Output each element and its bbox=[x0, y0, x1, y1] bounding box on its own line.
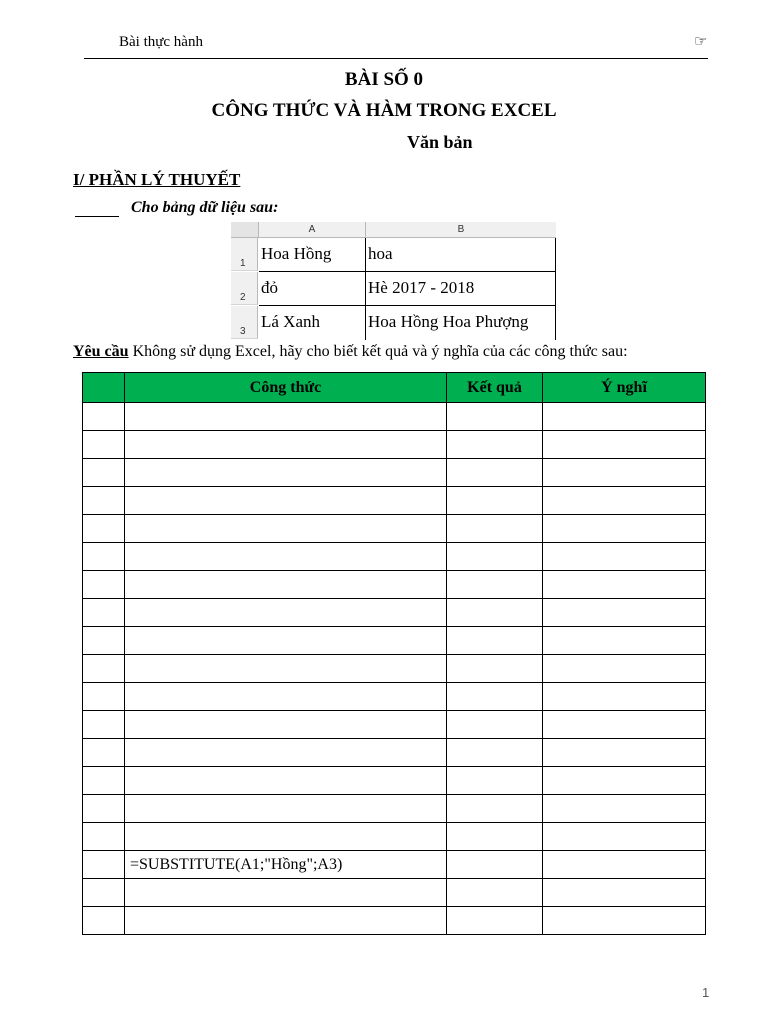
result-cell[interactable] bbox=[447, 683, 543, 711]
result-cell[interactable] bbox=[447, 515, 543, 543]
section-heading: I/ PHẦN LÝ THUYẾT bbox=[73, 170, 241, 189]
meaning-cell[interactable] bbox=[543, 431, 706, 459]
row-index-cell[interactable] bbox=[83, 403, 125, 431]
formula-cell[interactable] bbox=[125, 571, 447, 599]
result-cell[interactable] bbox=[447, 599, 543, 627]
lesson-subtitle: Văn bản bbox=[407, 132, 473, 152]
meaning-cell[interactable] bbox=[543, 403, 706, 431]
meaning-cell[interactable] bbox=[543, 739, 706, 767]
row-index-cell[interactable] bbox=[83, 571, 125, 599]
lesson-title: CÔNG THỨC VÀ HÀM TRONG EXCEL bbox=[211, 100, 557, 121]
row-index-cell[interactable] bbox=[83, 459, 125, 487]
excel-cell: Hoa Hồng Hoa Phượng bbox=[366, 306, 556, 340]
excel-cell: hoa bbox=[366, 238, 556, 272]
excel-row-header: 2 bbox=[231, 272, 258, 305]
excel-corner bbox=[231, 222, 259, 238]
row-index-cell[interactable] bbox=[83, 655, 125, 683]
meaning-cell[interactable] bbox=[543, 683, 706, 711]
result-cell[interactable] bbox=[447, 879, 543, 907]
requirement bbox=[73, 343, 628, 361]
table-row bbox=[83, 795, 706, 823]
meaning-cell[interactable] bbox=[543, 851, 706, 879]
row-index-cell[interactable] bbox=[83, 739, 125, 767]
formula-cell[interactable] bbox=[125, 823, 447, 851]
row-index-cell[interactable] bbox=[83, 851, 125, 879]
result-cell[interactable] bbox=[447, 823, 543, 851]
result-cell[interactable] bbox=[447, 543, 543, 571]
formula-cell[interactable] bbox=[125, 431, 447, 459]
table-row bbox=[83, 655, 706, 683]
row-index-cell[interactable] bbox=[83, 543, 125, 571]
excel-cell: Lá Xanh bbox=[259, 306, 366, 340]
formula-cell[interactable] bbox=[125, 487, 447, 515]
formula-cell[interactable] bbox=[125, 711, 447, 739]
table-row bbox=[83, 767, 706, 795]
formula-cell[interactable] bbox=[125, 403, 447, 431]
table-header-row bbox=[83, 373, 706, 403]
result-cell[interactable] bbox=[447, 795, 543, 823]
requirement-label: Yêu cầu bbox=[73, 343, 129, 360]
header-title: Bài thực hành bbox=[119, 34, 203, 50]
row-index-cell[interactable] bbox=[83, 431, 125, 459]
meaning-cell[interactable] bbox=[543, 571, 706, 599]
blank-line bbox=[75, 216, 119, 217]
excel-row-header: 1 bbox=[231, 238, 258, 271]
excel-data-table bbox=[231, 222, 556, 339]
result-cell[interactable] bbox=[447, 655, 543, 683]
table-row bbox=[83, 851, 706, 879]
result-cell[interactable] bbox=[447, 431, 543, 459]
excel-cell: Hè 2017 - 2018 bbox=[366, 272, 556, 306]
meaning-cell[interactable] bbox=[543, 599, 706, 627]
row-index-cell[interactable] bbox=[83, 515, 125, 543]
excel-cell: đỏ bbox=[259, 272, 366, 306]
meaning-cell[interactable] bbox=[543, 627, 706, 655]
result-cell[interactable] bbox=[447, 627, 543, 655]
table-row bbox=[83, 739, 706, 767]
table-row bbox=[83, 571, 706, 599]
header-cell-meaning: Ý nghĩ bbox=[543, 373, 706, 403]
intro-text: Cho bảng dữ liệu sau: bbox=[131, 199, 279, 216]
row-index-cell[interactable] bbox=[83, 767, 125, 795]
table-row bbox=[83, 599, 706, 627]
row-index-cell[interactable] bbox=[83, 823, 125, 851]
formula-cell[interactable] bbox=[125, 739, 447, 767]
formula-cell[interactable] bbox=[125, 907, 447, 935]
table-row bbox=[83, 627, 706, 655]
formula-cell[interactable] bbox=[125, 627, 447, 655]
result-cell[interactable] bbox=[447, 403, 543, 431]
requirement-text: Không sử dụng Excel, hãy cho biết kết quả và ý nghĩa của các công thức sau: bbox=[128, 343, 628, 360]
row-index-cell[interactable] bbox=[83, 879, 125, 907]
formula-cell[interactable] bbox=[125, 655, 447, 683]
meaning-cell[interactable] bbox=[543, 515, 706, 543]
header-cell-formula: Công thức bbox=[125, 373, 447, 403]
formula-cell[interactable] bbox=[125, 683, 447, 711]
meaning-cell[interactable] bbox=[543, 543, 706, 571]
meaning-cell[interactable] bbox=[543, 459, 706, 487]
header-cell-index bbox=[83, 373, 125, 403]
result-cell[interactable] bbox=[447, 851, 543, 879]
table-row bbox=[83, 459, 706, 487]
meaning-cell[interactable] bbox=[543, 655, 706, 683]
table-row bbox=[83, 683, 706, 711]
table-row bbox=[83, 403, 706, 431]
formula-cell[interactable] bbox=[125, 879, 447, 907]
formula-cell[interactable] bbox=[125, 459, 447, 487]
formula-cell[interactable] bbox=[125, 599, 447, 627]
pointing-hand-icon: ☞ bbox=[694, 34, 708, 50]
table-row bbox=[83, 907, 706, 935]
meaning-cell[interactable] bbox=[543, 907, 706, 935]
formula-cell[interactable] bbox=[125, 515, 447, 543]
header-cell-result: Kết quả bbox=[447, 373, 543, 403]
result-cell[interactable] bbox=[447, 767, 543, 795]
excel-cell: Hoa Hồng bbox=[259, 238, 366, 272]
meaning-cell[interactable] bbox=[543, 795, 706, 823]
table-row bbox=[83, 431, 706, 459]
row-index-cell[interactable] bbox=[83, 599, 125, 627]
formula-cell[interactable]: =SUBSTITUTE(A1;"Hồng";A3) bbox=[125, 851, 447, 879]
table-row bbox=[83, 543, 706, 571]
formula-cell[interactable] bbox=[125, 543, 447, 571]
excel-col-header: A bbox=[259, 222, 366, 238]
meaning-cell[interactable] bbox=[543, 823, 706, 851]
result-cell[interactable] bbox=[447, 571, 543, 599]
row-index-cell[interactable] bbox=[83, 487, 125, 515]
row-index-cell[interactable] bbox=[83, 795, 125, 823]
row-index-cell[interactable] bbox=[83, 683, 125, 711]
header-rule bbox=[84, 58, 708, 59]
row-index-cell[interactable] bbox=[83, 627, 125, 655]
table-row bbox=[83, 515, 706, 543]
table-row bbox=[83, 879, 706, 907]
row-index-cell[interactable] bbox=[83, 711, 125, 739]
meaning-cell[interactable] bbox=[543, 879, 706, 907]
lesson-number: BÀI SỐ 0 bbox=[344, 69, 424, 90]
table-row bbox=[83, 711, 706, 739]
excel-row-header: 3 bbox=[231, 306, 258, 339]
result-cell[interactable] bbox=[447, 739, 543, 767]
result-cell[interactable] bbox=[447, 487, 543, 515]
formula-cell[interactable] bbox=[125, 795, 447, 823]
result-cell[interactable] bbox=[447, 711, 543, 739]
result-cell[interactable] bbox=[447, 459, 543, 487]
exercise-table bbox=[82, 372, 706, 935]
row-index-cell[interactable] bbox=[83, 907, 125, 935]
table-row bbox=[83, 823, 706, 851]
page-number: 1 bbox=[702, 985, 710, 1000]
excel-col-header: B bbox=[366, 222, 556, 238]
result-cell[interactable] bbox=[447, 907, 543, 935]
table-row bbox=[83, 487, 706, 515]
meaning-cell[interactable] bbox=[543, 711, 706, 739]
meaning-cell[interactable] bbox=[543, 767, 706, 795]
formula-cell[interactable] bbox=[125, 767, 447, 795]
meaning-cell[interactable] bbox=[543, 487, 706, 515]
